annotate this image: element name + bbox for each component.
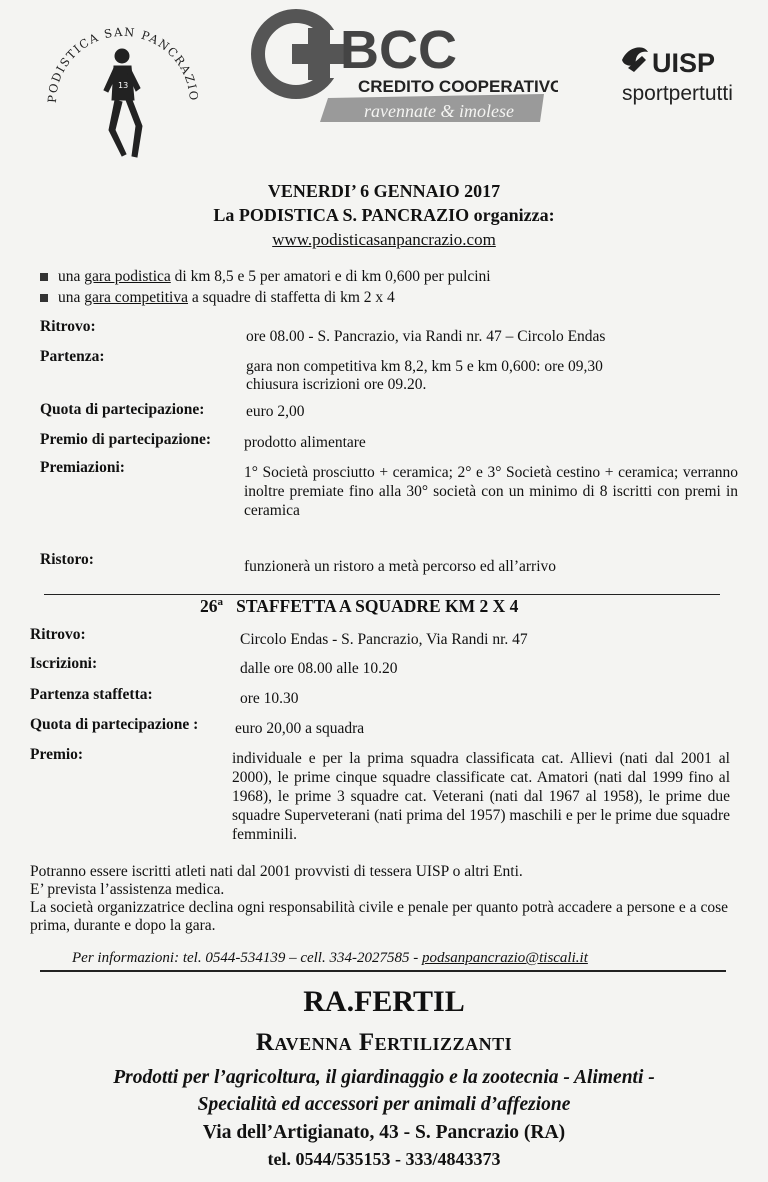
staffetta-title: 26$^a$ STAFFETTA A SQUADRE KM 2 X 4 — [200, 596, 519, 616]
note-line: La società organizzatrice declina ogni responsabilità civile e penale per quanto potrà accadere a persone e a cose prima, durante e dopo la gara. — [30, 899, 728, 934]
bcc-tagline: ravennate & imolese — [364, 101, 514, 121]
svg-text:13: 13 — [118, 81, 129, 90]
uisp-logo — [618, 38, 758, 108]
event-date: VENERDI’ 6 GENNAIO 2017 — [267, 181, 501, 201]
quota-label: Quota di partecipazione: — [40, 401, 205, 418]
ritrovo-label: Ritrovo: — [40, 318, 96, 335]
staffetta-ritrovo-value: Circolo Endas - S. Pancrazio, Via Randi nr. 47 — [240, 631, 528, 648]
quota-value: euro 2,00 — [246, 403, 305, 420]
ad-company: Ravenna Fertilizzanti — [255, 1029, 513, 1056]
ad-phone: tel. 0544/535153 - 333/4843373 — [267, 1149, 501, 1169]
iscrizioni-label: Iscrizioni: — [30, 655, 98, 672]
partenza-staffetta-label: Partenza staffetta: — [30, 686, 153, 703]
ristoro-value: funzionerà un ristoro a metà percorso ed all’arrivo — [244, 558, 557, 575]
staffetta-quota-value: euro 20,00 a squadra — [235, 720, 365, 737]
divider — [44, 594, 720, 595]
podistica-logo — [18, 8, 198, 178]
info-line: Per informazioni: tel. 0544-534139 – cell. 334-2027585 - podsanpancrazio@tiscali.it — [72, 950, 588, 966]
email-link[interactable]: podsanpancrazio@tiscali.it — [421, 950, 588, 966]
premio-value: prodotto alimentare — [244, 434, 366, 451]
premio-label: Premio di partecipazione: — [40, 431, 212, 448]
partenza-line2: chiusura iscrizioni ore 09.20. — [246, 376, 427, 393]
bcc-subtitle: CREDITO COOPERATIVO — [358, 77, 558, 96]
ad-brand: RA.FERTIL — [303, 985, 465, 1018]
partenza-staffetta-value: ore 10.30 — [240, 690, 299, 707]
ad-products-line: Specialità ed accessori per animali d’affezione — [197, 1094, 571, 1115]
partenza-line1: gara non competitiva km 8,2, km 5 e km 0,600: ore 09,30 — [246, 358, 603, 375]
podistica-logo-text: PODISTICA SAN PANCRAZ — [44, 24, 198, 104]
divider — [40, 970, 726, 972]
bullet-item: una gara competitiva a squadre di staffetta di km 2 x 4 — [40, 289, 395, 307]
note-line: Potranno essere iscritti atleti nati dal 2001 provvisti di tessera UISP o altri Enti. — [30, 863, 523, 880]
website-link[interactable]: www.podisticasanpancrazio.com — [272, 230, 496, 249]
iscrizioni-value: dalle ore 08.00 alle 10.20 — [240, 660, 398, 677]
staffetta-premio-label: Premio: — [30, 746, 84, 763]
bullet-item: una gara podistica di km 8,5 e 5 per amatori e di km 0,600 per pulcini — [40, 268, 491, 286]
organizer-line: La PODISTICA S. PANCRAZIO organizza: — [213, 205, 555, 225]
square-bullet-icon — [40, 273, 48, 281]
bcc-logo — [248, 8, 558, 128]
note-line: E’ prevista l’assistenza medica. — [30, 881, 225, 898]
uisp-tagline: sportpertutti — [622, 82, 733, 105]
premiazioni-label: Premiazioni: — [40, 459, 125, 476]
staffetta-quota-label: Quota di partecipazione : — [30, 716, 199, 733]
staffetta-premio-value: individuale e per la prima squadra classificata cat. Allievi (nati dal 2001 al 2000), le prime cinque squadre classificate cat. Amatori (nati dal 1999 fino al 1968), le prime 3 squadre cat. Veterani (nati dal 1967 al 1958), le prime due squadre Superveterani (nati prima del 1957) maschili e per le prime due squadre femminili. — [232, 750, 730, 843]
staffetta-ritrovo-label: Ritrovo: — [30, 626, 86, 643]
uisp-name: UISP — [652, 48, 716, 78]
premiazioni-value: 1° Società prosciutto + ceramica; 2° e 3° Società cestino + ceramica; verranno inoltre premiate fino alla 30° società con un minimo di 8 iscritti con premi in ceramica — [244, 464, 738, 519]
ritrovo-value: ore 08.00 - S. Pancrazio, via Randi nr. 47 – Circolo Endas — [246, 328, 606, 345]
ristoro-label: Ristoro: — [40, 551, 94, 568]
ad-products-line: Prodotti per l’agricoltura, il giardinaggio e la zootecnia - Alimenti - — [113, 1067, 655, 1088]
ad-address: Via dell’Artigianato, 43 - S. Pancrazio (RA) — [202, 1122, 566, 1143]
bcc-name: BCC — [340, 20, 457, 80]
partenza-label: Partenza: — [40, 348, 105, 365]
square-bullet-icon — [40, 294, 48, 302]
